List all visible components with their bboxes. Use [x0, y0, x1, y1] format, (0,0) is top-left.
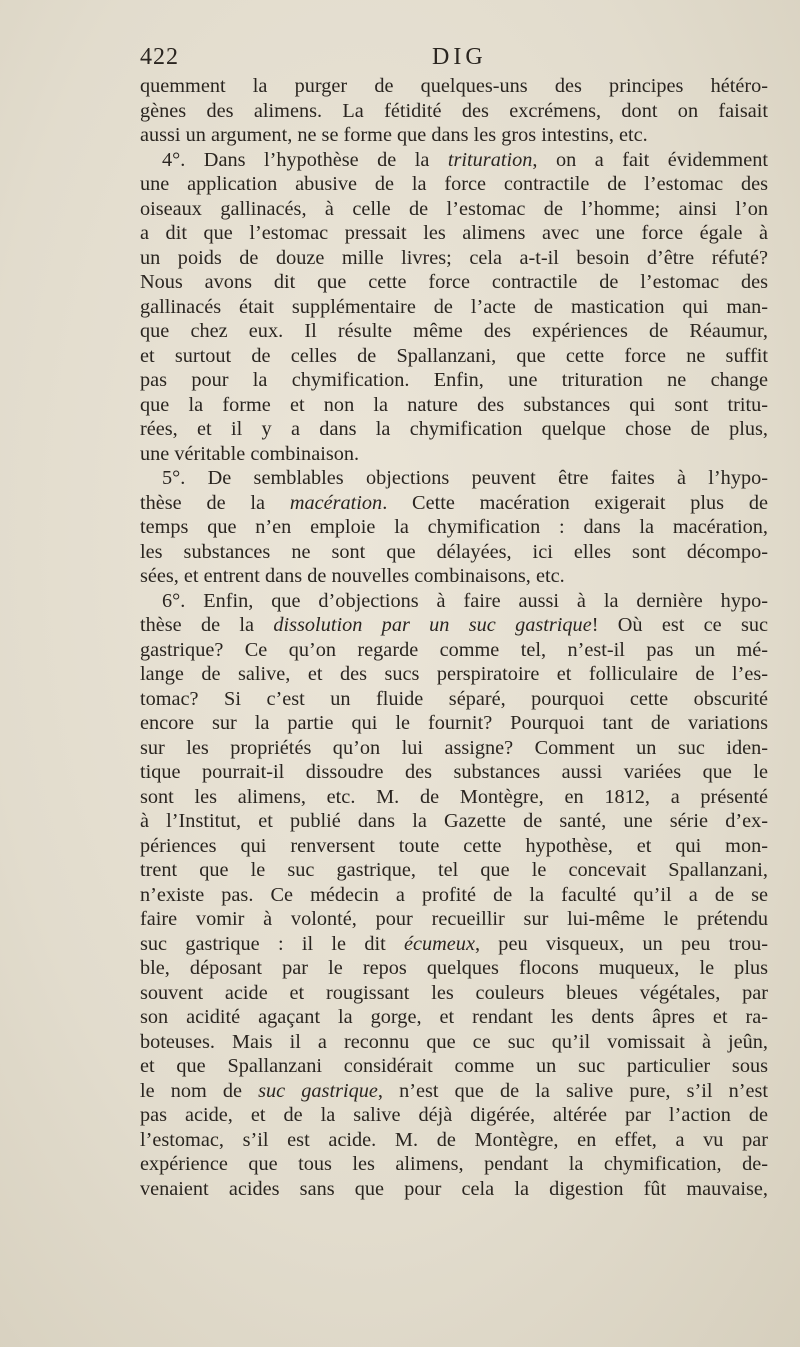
text-line: oiseaux gallinacés, à celle de l’estomac de l’homme; ainsi l’on — [140, 197, 768, 220]
text-line: sées, et entrent dans de nouvelles combinaisons, etc. — [140, 565, 565, 587]
text-line: 5°. De semblables objections peuvent être faites à l’hypo- — [162, 467, 768, 489]
text-line: le nom de suc gastrique, n’est que de la salive pure, s’il n’est — [140, 1079, 769, 1102]
text-line: son acidité agaçant la gorge, et rendant les dents âpres et ra- — [140, 1006, 768, 1028]
text-line: gastrique? Ce qu’on regarde comme tel, n’est-il pas un mé- — [140, 638, 768, 661]
text-line: que chez eux. Il résulte même des expériences de Réaumur, — [140, 320, 768, 342]
text-line: a dit que l’estomac pressait les alimens avec une force égale à — [140, 222, 768, 244]
text-line: aussi un argument, ne se forme que dans les gros intestins, etc. — [140, 124, 648, 146]
text-line: pas pour la chymification. Enfin, une trituration ne change — [140, 369, 768, 391]
text-line: et que Spallanzani considérait comme un suc particulier sous — [140, 1055, 768, 1077]
text-line: gallinacés était supplémentaire de l’acte de mastication qui man- — [140, 295, 768, 318]
text-line: faire vomir à volonté, pour recueillir sur lui-même le prétendu — [140, 908, 768, 930]
text-line: temps que n’en emploie la chymification : dans la macération, — [140, 516, 768, 538]
text-line: une véritable combinaison. — [140, 442, 360, 465]
text-line: une application abusive de la force contractile de l’estomac des — [140, 173, 768, 195]
text-line: un poids de douze mille livres; cela a-t-il besoin d’être réfuté? — [140, 246, 768, 269]
text-line: tique pourrait-il dissoudre des substances aussi variées que le — [140, 761, 768, 783]
text-line: à l’Institut, et publié dans la Gazette de santé, une série d’ex- — [140, 810, 768, 832]
page-number: 422 — [140, 44, 179, 70]
text-line: expérience que tous les alimens, pendant la chymification, de- — [140, 1153, 768, 1175]
text-line: Nous avons dit que cette force contractile de l’estomac des — [140, 271, 768, 293]
text-line: lange de salive, et des sucs perspiratoire et folliculaire de l’es- — [140, 663, 768, 685]
body-text — [140, 74, 768, 1201]
text-line: gènes des alimens. La fétidité des excrémens, dont on faisait — [140, 99, 768, 122]
text-line: thèse de la macération. Cette macération exigerait plus de — [140, 491, 768, 514]
text-line: boteuses. Mais il a reconnu que ce suc qu’il vomissait à jeûn, — [140, 1030, 768, 1053]
text-line: 4°. Dans l’hypothèse de la trituration, on a fait évidemment — [162, 148, 768, 171]
text-line: pas acide, et de la salive déjà digérée, altérée par l’action de — [140, 1104, 768, 1126]
running-head: DIG — [432, 44, 487, 70]
text-line: sur les propriétés qu’on lui assigne? Comment un suc iden- — [140, 736, 768, 759]
text-line: suc gastrique : il le dit écumeux, peu visqueux, un peu trou- — [140, 932, 768, 955]
text-line: les substances ne sont que délayées, ici elles sont décompo- — [140, 540, 768, 563]
text-line: ble, déposant par le repos quelques flocons muqueux, le plus — [140, 957, 768, 979]
text-line: n’existe pas. Ce médecin a profité de la faculté qu’il a de se — [140, 883, 768, 906]
text-line: sont les alimens, etc. M. de Montègre, en 1812, a présenté — [140, 785, 768, 808]
text-line: venaient acides sans que pour cela la digestion fût mauvaise, — [140, 1177, 768, 1200]
text-line: trent que le suc gastrique, tel que le concevait Spallanzani, — [140, 859, 768, 881]
text-line: rées, et il y a dans la chymification quelque chose de plus, — [140, 418, 768, 440]
text-line: l’estomac, s’il est acide. M. de Montègre, en effet, a vu par — [140, 1128, 768, 1151]
text-line: périences qui renversent toute cette hypothèse, et qui mon- — [140, 834, 768, 857]
text-line: quemment la purger de quelques-uns des principes hétéro- — [140, 75, 768, 97]
page-header — [140, 44, 770, 74]
text-line: 6°. Enfin, que d’objections à faire aussi à la dernière hypo- — [162, 589, 768, 612]
text-line: que la forme et non la nature des substances qui sont tritu- — [140, 393, 768, 416]
text-line: souvent acide et rougissant les couleurs bleues végétales, par — [140, 981, 768, 1004]
text-line: tomac? Si c’est un fluide séparé, pourquoi cette obscurité — [140, 687, 768, 710]
text-line: et surtout de celles de Spallanzani, que cette force ne suffit — [140, 344, 768, 367]
text-line: encore sur la partie qui le fournit? Pourquoi tant de variations — [140, 712, 768, 734]
text-line: thèse de la dissolution par un suc gastrique! Où est ce suc — [140, 614, 769, 636]
